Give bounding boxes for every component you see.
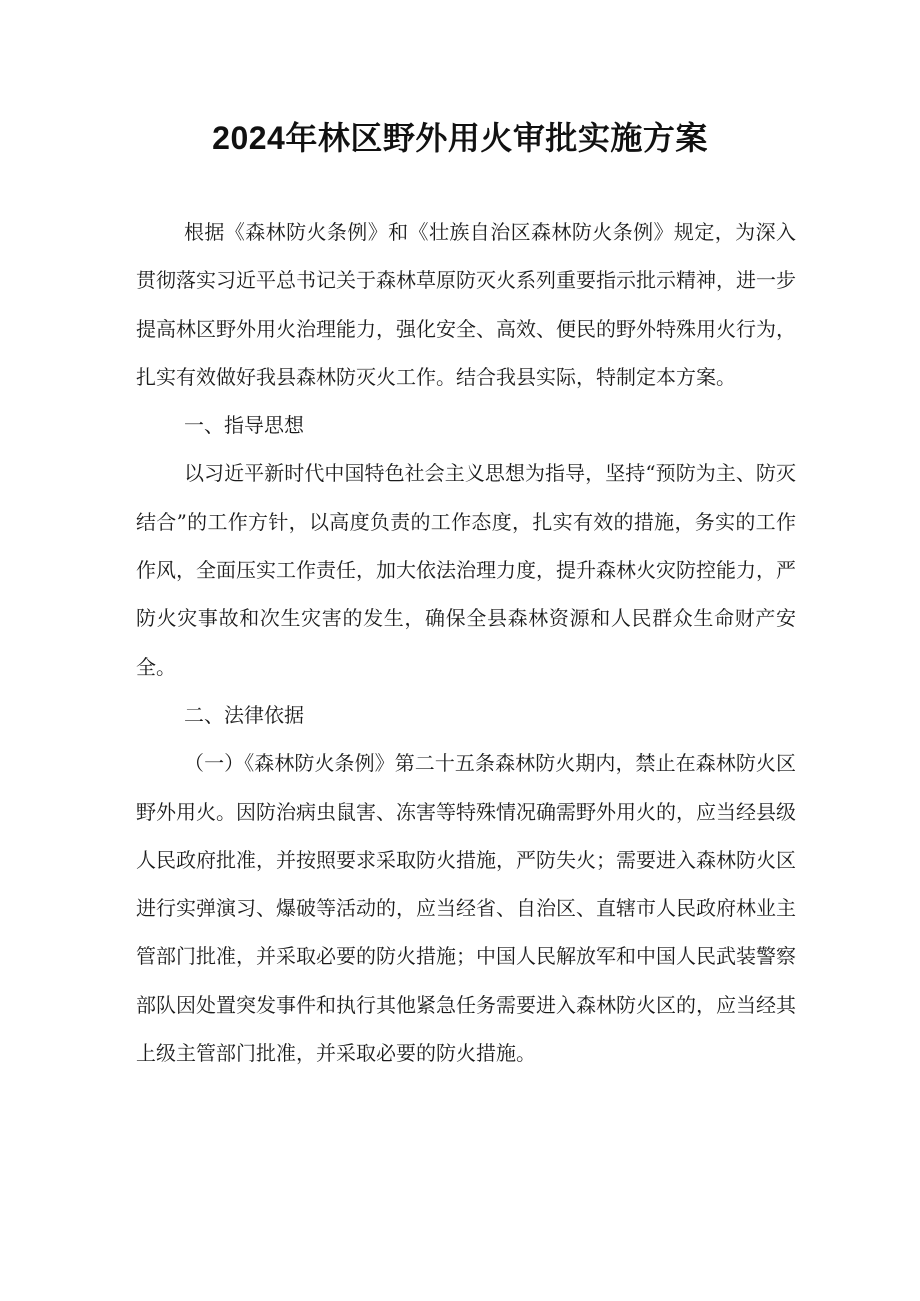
intro-paragraph: 根据《森林防火条例》和《壮族自治区森林防火条例》规定，为深入贯彻落实习近平总书记关于森林草原防灭火系列重要指示批示精神，进一步提高林区野外用火治理能力，强化安全、高效、便民的野外特殊用火行为，扎实有效做好我县森林防灭火工作。结合我县实际，特制定本方案。	[136, 220, 796, 389]
guiding-ideology-paragraph: 以习近平新时代中国特色社会主义思想为指导，坚持“预防为主、防灭结合”的工作方针，以高度负责的工作态度，扎实有效的措施，务实的工作作风，全面压实工作责任，加大依法治理力度，提升森林火灾防控能力，严防火灾事故和次生灾害的发生，确保全县森林资源和人民群众生命财产安全。	[136, 461, 796, 679]
document-body	[136, 208, 796, 1077]
section-heading-guiding-ideology: 一、指导思想	[184, 413, 304, 438]
document-title: 2024年林区野外用火审批实施方案	[212, 120, 708, 156]
legal-basis-item-1: （一）《森林防火条例》第二十五条森林防火期内，禁止在森林防火区野外用火。因防治病虫鼠害、冻害等特殊情况确需野外用火的，应当经县级人民政府批准，并按照要求采取防火措施，严防失火；需要进入森林防火区进行实弹演习、爆破等活动的，应当经省、自治区、直辖市人民政府林业主管部门批准，并采取必要的防火措施；中国人民解放军和中国人民武装警察部队因处置突发事件和执行其他紧急任务需要进入森林防火区的，应当经其上级主管部门批准，并采取必要的防火措施。	[136, 751, 796, 1066]
section-heading-legal-basis: 二、法律依据	[184, 702, 304, 727]
